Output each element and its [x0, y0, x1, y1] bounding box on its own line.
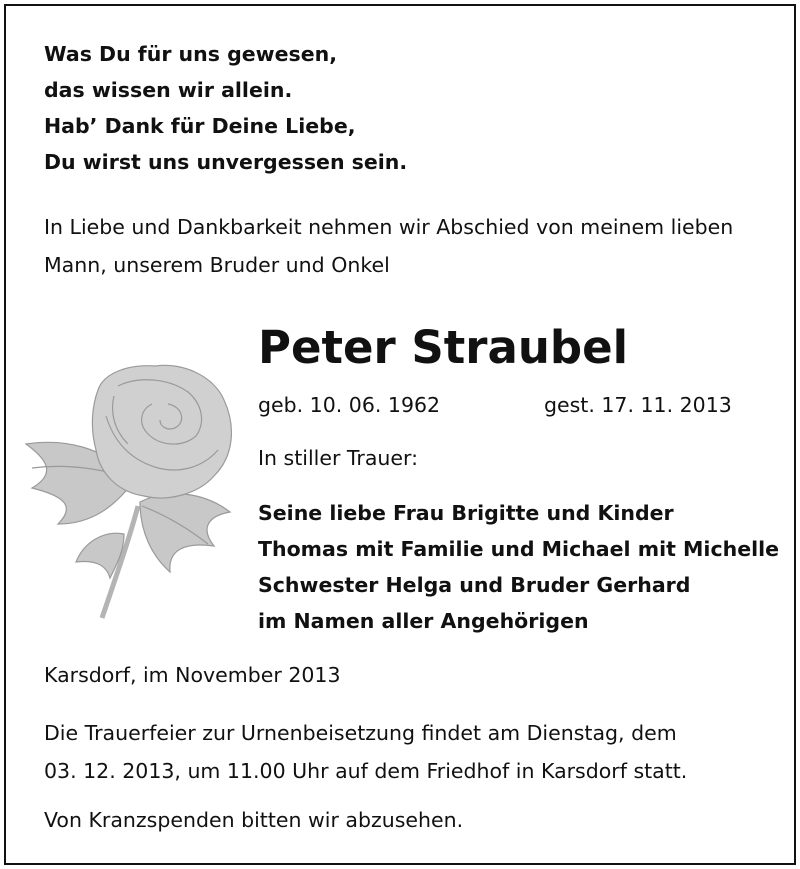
wreath-note: Von Kranzspenden bitten wir abzusehen.	[44, 808, 464, 832]
mourner-line: im Namen aller Angehörigen	[258, 609, 589, 633]
poem-line: Hab’ Dank für Deine Liebe,	[44, 114, 356, 138]
deceased-name: Peter Straubel	[258, 321, 629, 374]
service-line: 03. 12. 2013, um 11.00 Uhr auf dem Friedhof in Karsdorf statt.	[44, 759, 688, 783]
mourner-line: Schwester Helga und Bruder Gerhard	[258, 573, 691, 597]
service-line: Die Trauerfeier zur Urnenbeisetzung findet am Dienstag, dem	[44, 721, 677, 745]
mourners-list	[258, 495, 779, 639]
death-date: gest. 17. 11. 2013	[544, 393, 732, 417]
mourner-line: Thomas mit Familie und Michael mit Michelle	[258, 537, 780, 561]
poem-line: Du wirst uns unvergessen sein.	[44, 150, 408, 174]
place-date: Karsdorf, im November 2013	[44, 663, 341, 687]
intro-line: In Liebe und Dankbarkeit nehmen wir Abschied von meinem lieben	[44, 215, 734, 239]
mourner-line: Seine liebe Frau Brigitte und Kinder	[258, 501, 674, 525]
intro-text	[44, 208, 733, 284]
poem	[44, 36, 407, 180]
mourning-label: In stiller Trauer:	[258, 446, 418, 470]
intro-line: Mann, unserem Bruder und Onkel	[44, 253, 390, 277]
birth-date: geb. 10. 06. 1962	[258, 393, 441, 417]
rose-icon	[18, 356, 250, 626]
poem-line: das wissen wir allein.	[44, 78, 293, 102]
poem-line: Was Du für uns gewesen,	[44, 42, 337, 66]
service-info	[44, 714, 687, 790]
